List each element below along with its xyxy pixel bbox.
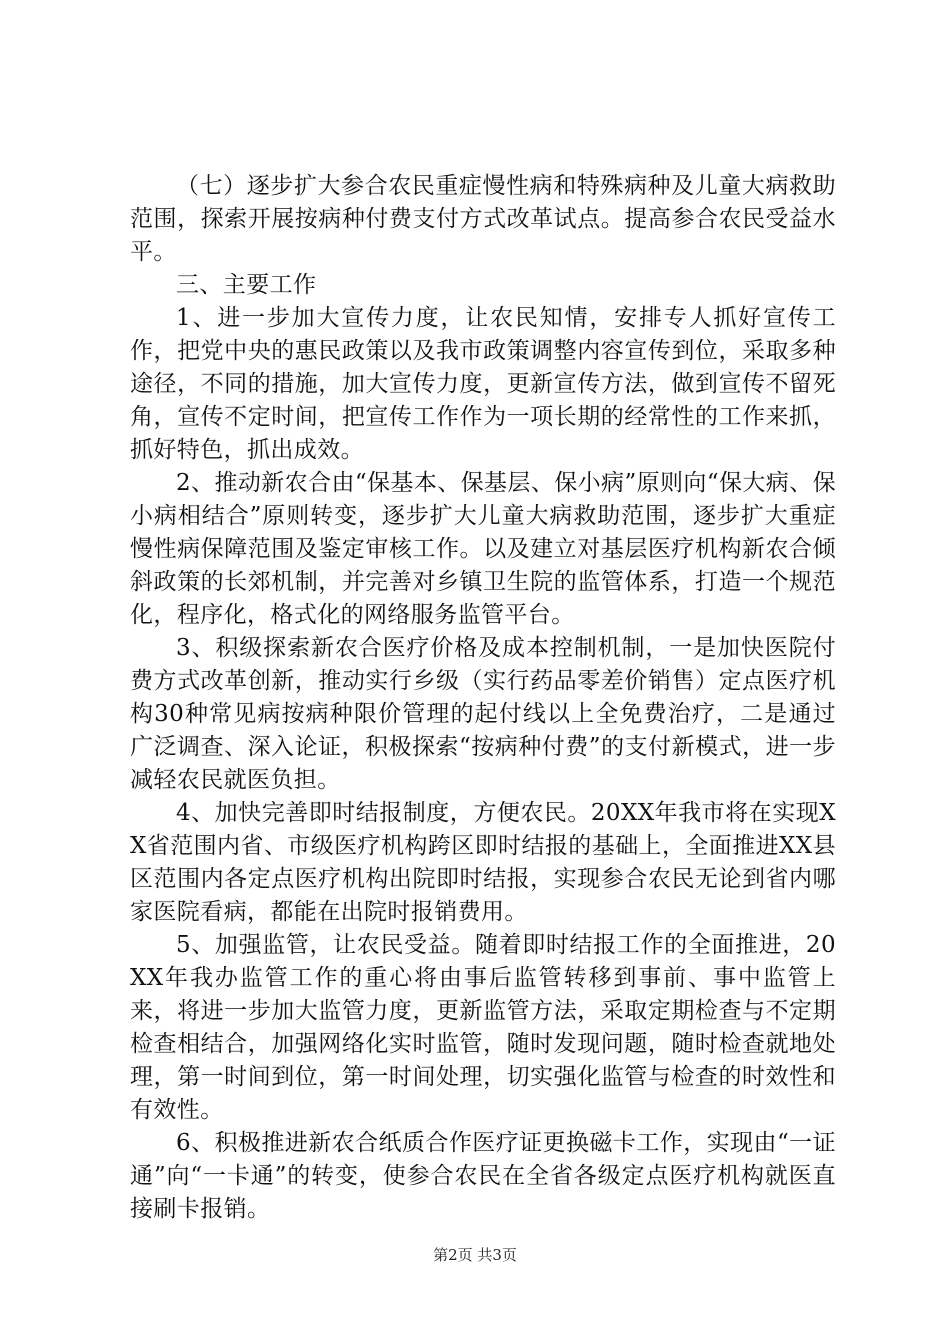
paragraph-item-6: 6、积极推进新农合纸质合作医疗证更换磁卡工作，实现由“一证通”向“一卡通”的转变，使参合农民在全省各级定点医疗机构就医直接刷卡报销。 [130,1130,836,1222]
page-number-footer: 第2页 共3页 [433,1246,517,1264]
paragraph-item-1: 1、进一步加大宣传力度，让农民知情，安排专人抓好宣传工作，把党中央的惠民政策以及我市政策调整内容宣传到位，采取多种途径，不同的措施，加大宣传力度，更新宣传方法，做到宣传不留死角，宣传不定时间，把宣传工作作为一项长期的经常性的工作来抓，抓好特色，抓出成效。 [130,305,836,463]
paragraph-seven: （七）逐步扩大参合农民重症慢性病和特殊病种及儿童大病救助范围，探索开展按病种付费支付方式改革试点。提高参合农民受益水平。 [130,173,836,265]
paragraph-item-5: 5、加强监管，让农民受益。随着即时结报工作的全面推进，20XX年我办监管工作的重心将由事后监管转移到事前、事中监管上来，将进一步加大监管力度，更新监管方法，采取定期检查与不定期检查相结合，加强网络化实时监管，随时发现问题，随时检查就地处理，第一时间到位，第一时间处理，切实强化监管与检查的时效性和有效性。 [130,932,836,1123]
document-body [130,170,836,1226]
paragraph-item-2: 2、推动新农合由“保基本、保基层、保小病”原则向“保大病、保小病相结合”原则转变，逐步扩大儿童大病救助范围，逐步扩大重症慢性病保障范围及鉴定审核工作。以及建立对基层医疗机构新农合倾斜政策的长郊机制，并完善对乡镇卫生院的监管体系，打造一个规范化，程序化，格式化的网络服务监管平台。 [130,470,836,628]
paragraph-item-4: 4、加快完善即时结报制度，方便农民。20XX年我市将在实现XX省范围内省、市级医疗机构跨区即时结报的基础上，全面推进XX县区范围内各定点医疗机构出院即时结报，实现参合农民无论到省内哪家医院看病，都能在出院时报销费用。 [130,800,836,925]
section-heading-main-work: 三、主要工作 [176,272,317,298]
paragraph-item-3: 3、积级探索新农合医疗价格及成本控制机制，一是加快医院付费方式改革创新，推动实行乡级（实行药品零差价销售）定点医疗机构30种常见病按病种限价管理的起付线以上全免费治疗，二是通过广泛调查、深入论证，积极探索“按病种付费”的支付新模式，进一步减轻农民就医负担。 [130,635,836,793]
